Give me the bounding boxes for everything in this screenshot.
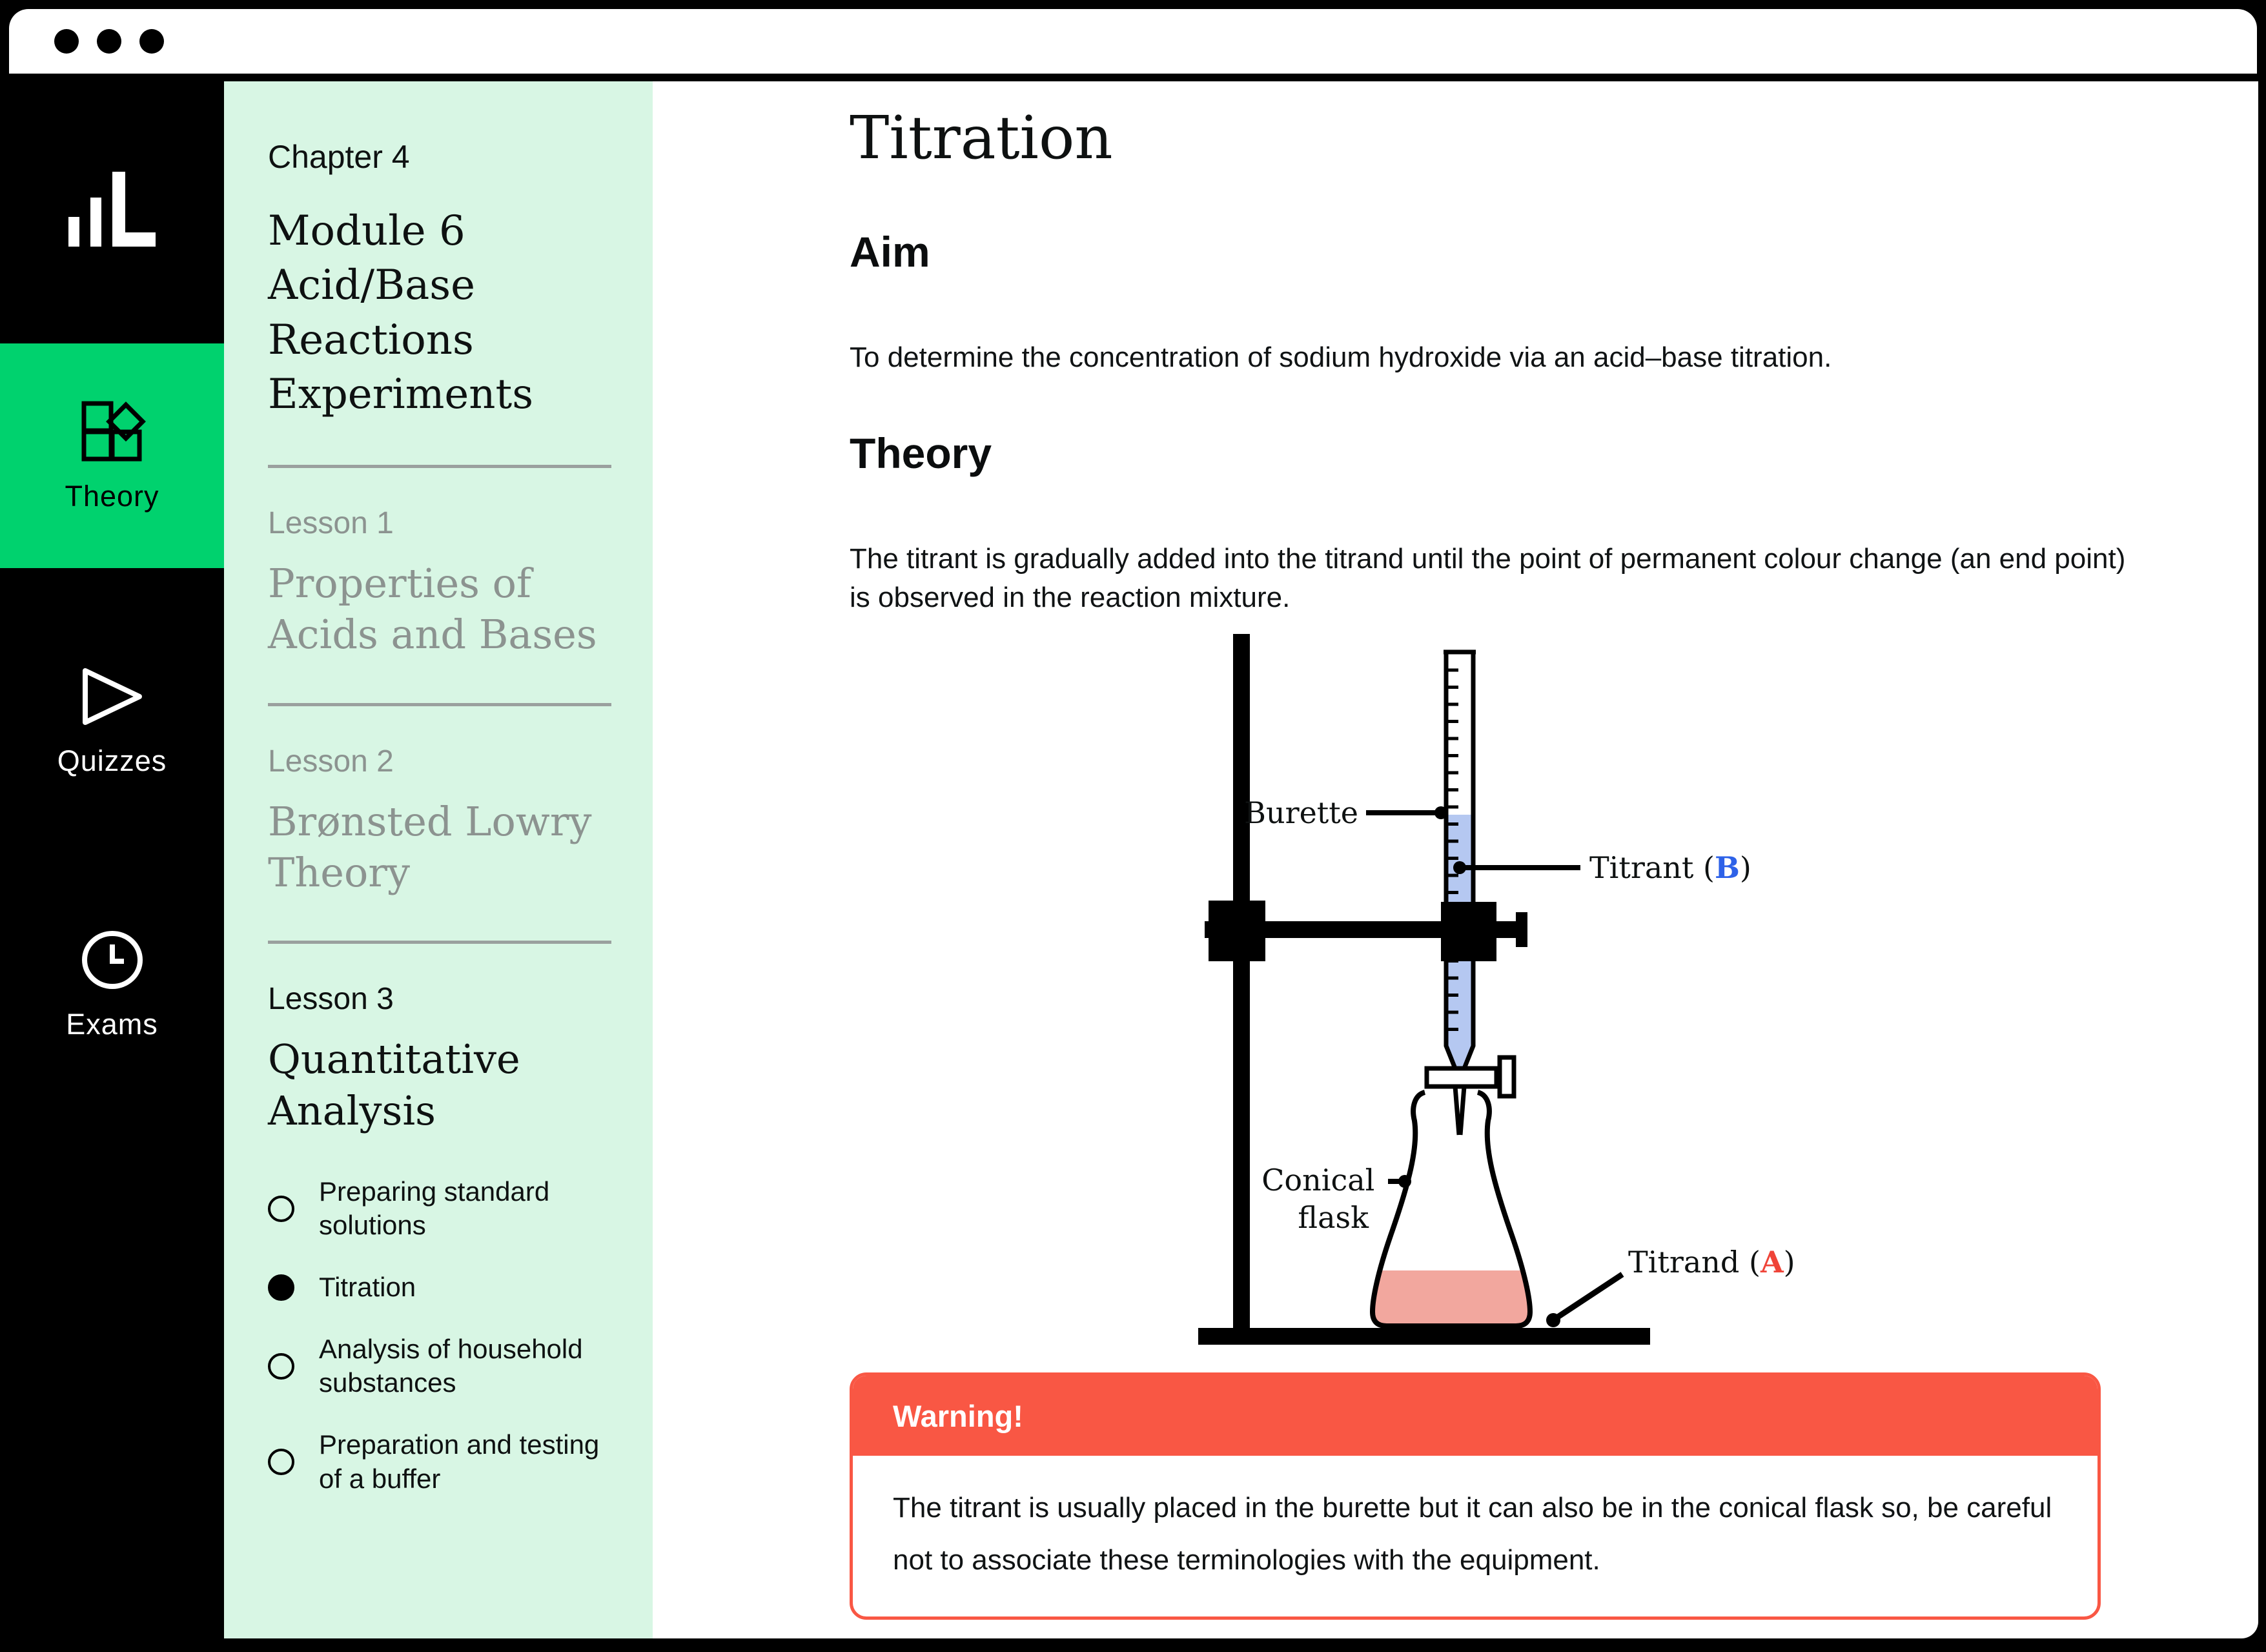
chapter-label: Chapter 4 xyxy=(268,139,410,175)
lesson-item-2[interactable] xyxy=(268,744,611,899)
module-title: Module 6 Acid/Base Reactions Experiments xyxy=(268,207,534,419)
radio-icon[interactable] xyxy=(268,1449,294,1475)
sidebar-item-label: Theory xyxy=(65,480,159,513)
topic-item-titration[interactable] xyxy=(268,1270,611,1304)
sidebar-item-exams[interactable] xyxy=(0,921,224,1050)
topic-item-analysis-of-household-substances[interactable] xyxy=(268,1332,611,1400)
stopcock-handle xyxy=(1500,1057,1514,1096)
divider xyxy=(268,941,611,944)
window-titlebar xyxy=(9,9,2257,74)
conical-pointer-dot xyxy=(1398,1175,1411,1188)
lesson-label: Lesson 3 xyxy=(268,982,394,1017)
warning-callout xyxy=(850,1372,2101,1620)
topic-item-preparing-standard-solutions[interactable] xyxy=(268,1175,611,1242)
sidebar-item-label: Exams xyxy=(66,1008,158,1041)
lesson-content xyxy=(653,81,2258,1638)
topic-item-preparation-and-testing-of-a-buffer[interactable] xyxy=(268,1428,611,1495)
burette-tip xyxy=(1455,1086,1464,1135)
topic-list xyxy=(268,1175,611,1496)
titration-diagram xyxy=(1149,627,1872,1360)
page-title: Titration xyxy=(850,103,1113,172)
lesson-title: Properties of Acids and Bases xyxy=(268,559,597,658)
clamp-jaw xyxy=(1441,902,1496,961)
aim-text: To determine the concentration of sodium hydroxide via an acid–base titration. xyxy=(850,342,1832,373)
topic-label: Preparing standard solutions xyxy=(319,1176,550,1241)
divider xyxy=(268,465,611,468)
titrand-pointer-line xyxy=(1556,1274,1622,1318)
burette-label: Burette xyxy=(1244,795,1358,830)
lesson-label: Lesson 2 xyxy=(268,744,394,779)
lesson-item-1[interactable] xyxy=(268,505,611,660)
lesson-item-3[interactable] xyxy=(268,981,611,1136)
clock-icon xyxy=(80,929,145,991)
window-control-dot[interactable] xyxy=(139,29,164,54)
topic-label: Analysis of household substances xyxy=(319,1334,583,1398)
clamp-boss xyxy=(1209,901,1265,961)
titrand-label: Titrand (A) xyxy=(1628,1245,1795,1280)
topic-label: Titration xyxy=(319,1272,416,1303)
radio-icon[interactable] xyxy=(268,1274,294,1301)
titrant-label: Titrant (B) xyxy=(1589,850,1751,885)
blocks-icon xyxy=(79,398,146,463)
topic-label: Preparation and testing of a buffer xyxy=(319,1429,600,1494)
sidebar-item-quizzes[interactable] xyxy=(0,657,224,786)
titrant-pointer-dot xyxy=(1453,861,1466,874)
lesson-title: Brønsted Lowry Theory xyxy=(268,797,592,896)
window-control-dot[interactable] xyxy=(97,29,121,54)
warning-body: The titrant is usually placed in the burette but it can also be in the conical flask so, be careful not to associate these terminologies with the equipment. xyxy=(893,1492,2052,1576)
burette-pointer-dot xyxy=(1434,806,1447,819)
lesson-title: Quantitative Analysis xyxy=(268,1035,520,1134)
theory-heading: Theory xyxy=(850,429,992,477)
titrand-pointer-dot xyxy=(1546,1313,1560,1327)
conical-flask-label: Conical flask xyxy=(1261,1163,1375,1235)
window-control-dot[interactable] xyxy=(54,29,79,54)
radio-icon[interactable] xyxy=(268,1196,294,1222)
titrand-liquid xyxy=(1374,1270,1529,1325)
app-sidebar xyxy=(0,81,224,1638)
warning-title: Warning! xyxy=(893,1398,1023,1433)
warning-header xyxy=(853,1376,2098,1456)
divider xyxy=(268,703,611,706)
sidebar-item-label: Quizzes xyxy=(57,744,167,777)
clamp-arm-end xyxy=(1516,912,1527,947)
theory-text: The titrant is gradually added into the titrand until the point of permanent colour change (an end point) is observed in the reaction mixture. xyxy=(850,543,2126,613)
stand-rod xyxy=(1233,634,1250,1331)
app-logo xyxy=(0,172,224,248)
lesson-label: Lesson 1 xyxy=(268,505,394,540)
bench xyxy=(1198,1328,1650,1345)
bar-chart-logo-icon xyxy=(68,172,156,248)
sidebar-item-theory[interactable] xyxy=(0,343,224,568)
aim-heading: Aim xyxy=(850,228,930,276)
stopcock-body xyxy=(1427,1068,1496,1086)
course-nav-panel xyxy=(224,81,653,1638)
play-icon xyxy=(80,666,145,728)
radio-icon[interactable] xyxy=(268,1353,294,1380)
